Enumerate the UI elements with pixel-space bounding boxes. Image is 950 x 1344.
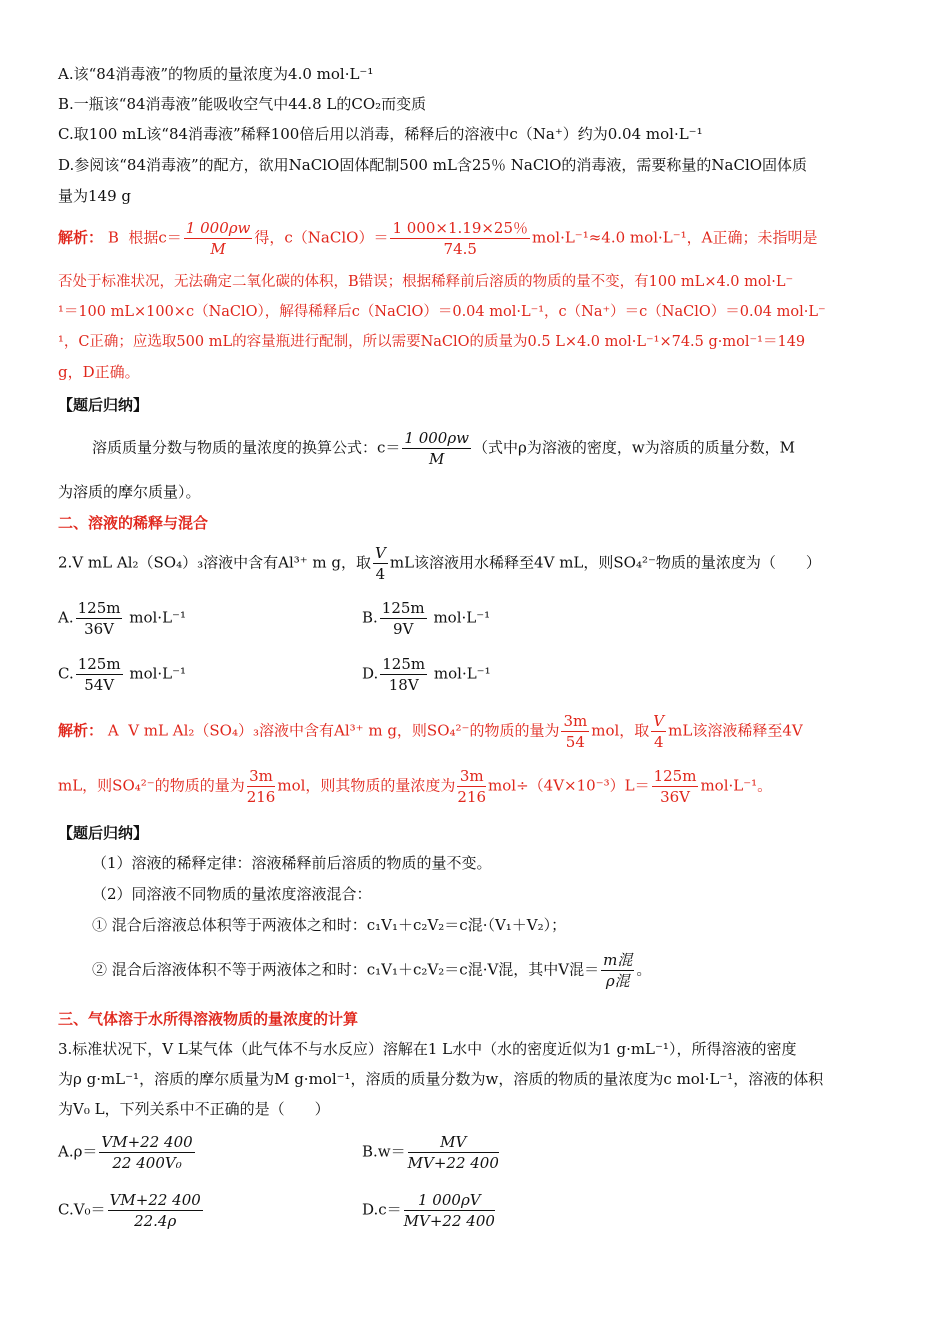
q1-analysis-line3: ¹＝100 mL×100×c（NaClO），解得稀释后c（NaClO）＝0.04 mol·L⁻¹，c（Na⁺）＝c（NaClO）＝0.04 mol·L⁻ xyxy=(58,304,826,320)
q2-option-d xyxy=(362,654,491,695)
summary2-line1: （1）溶液的稀释定律：溶液稀释前后溶质的物质的量不变。 xyxy=(92,854,492,872)
fraction-numerator: m混 xyxy=(603,951,633,969)
fraction-numerator: 1 000ρw xyxy=(185,219,251,237)
q3-option-b xyxy=(362,1132,501,1173)
q3-stem-line1: 3.标准状况下，V L某气体（此气体不与水反应）溶解在1 L水中（水的密度近似为1 g·mL⁻¹），所得溶液的密度 xyxy=(58,1040,797,1058)
fraction-numerator: 1 000×1.19×25％ xyxy=(392,219,529,237)
analysis-text: mol，则其物质的量浓度为 xyxy=(277,776,456,795)
analysis-text: 根据c＝ xyxy=(128,228,182,247)
fraction xyxy=(108,1190,203,1231)
analysis-text: mol，取 xyxy=(591,721,650,740)
fraction-denominator: 54V xyxy=(84,676,115,694)
fraction xyxy=(247,766,276,807)
summary-title: 【题后归纳】 xyxy=(58,824,149,842)
q2-stem-text: mL该溶液用水稀释至4V mL，则SO₄²⁻物质的量浓度为（ ） xyxy=(389,553,821,572)
fraction xyxy=(76,654,123,695)
q2-option-c xyxy=(58,654,186,695)
option-label: C. xyxy=(58,664,74,683)
q1-option-c: C.取100 mL该“84消毒液”稀释100倍后用以消毒，稀释后的溶液中c（Na⁺）约为0.04 mol·L⁻¹ xyxy=(58,125,703,143)
analysis-text: mol÷（4V×10⁻³）L＝ xyxy=(488,776,650,795)
summary1-line2: 为溶质的摩尔质量）。 xyxy=(58,483,201,501)
fraction-numerator: VM+22 400 xyxy=(109,1191,201,1209)
q3-option-d xyxy=(362,1190,497,1231)
fraction xyxy=(408,1132,499,1173)
analysis-text: mL，则SO₄²⁻的物质的量为 xyxy=(58,776,245,795)
summary-text: 溶质质量分数与物质的量浓度的换算公式：c＝ xyxy=(92,438,401,457)
fraction xyxy=(402,428,471,469)
q1-analysis-line2: 否处于标准状况，无法确定二氧化碳的体积，B错误；根据稀释前后溶质的物质的量不变，有100 mL×4.0 mol·L⁻ xyxy=(58,274,794,290)
q3-option-a xyxy=(58,1132,197,1173)
fraction-numerator: MV xyxy=(408,1132,499,1153)
fraction-denominator: 22.4ρ xyxy=(134,1212,177,1230)
fraction xyxy=(373,543,388,584)
fraction-numerator: 125m xyxy=(77,599,121,617)
fraction xyxy=(652,766,699,807)
fraction-denominator: 36V xyxy=(84,620,114,638)
analysis-label: 解析 xyxy=(58,722,89,740)
option-label: D.c＝ xyxy=(362,1200,402,1219)
fraction-denominator: 54 xyxy=(565,733,585,751)
fraction xyxy=(380,654,427,695)
analysis-label: 解析 xyxy=(58,229,89,247)
fraction xyxy=(651,711,666,752)
q1-option-d-line1: D.参阅该“84消毒液”的配方，欲用NaClO固体配制500 mL含25％ NaClO的消毒液，需要称量的NaClO固体质 xyxy=(58,156,808,174)
q1-option-a: A.该“84消毒液”的物质的量浓度为4.0 mol·L⁻¹ xyxy=(58,65,374,83)
fraction-denominator: M xyxy=(210,240,226,258)
fraction-denominator: MV+22 400 xyxy=(403,1212,495,1230)
q3-stem-line3: 为V₀ L，下列关系中不正确的是（ ） xyxy=(58,1100,330,1118)
fraction-denominator: 4 xyxy=(653,733,664,751)
fraction-numerator: 1 000ρw xyxy=(404,429,470,447)
q1-option-b: B.一瓶该“84消毒液”能吸收空气中44.8 L的CO₂而变质 xyxy=(58,95,427,113)
option-label: D. xyxy=(362,664,379,683)
summary-text: ② 混合后溶液体积不等于两液体之和时：c₁V₁＋c₂V₂＝c混·V混，其中V混＝ xyxy=(92,960,600,979)
option-label: B. xyxy=(362,608,378,627)
fraction-numerator: 3m xyxy=(457,766,486,787)
q1-analysis-line4: ¹，C正确；应选取500 mL的容量瓶进行配制，所以需要NaClO的质量为0.5 L×4.0 mol·L⁻¹×74.5 g·mol⁻¹＝149 xyxy=(58,334,806,350)
q2-analysis-line1: 解析： A V mL Al₂（SO₄）₃溶液中含有Al³⁺ m g，则SO₄²⁻的物质的量为 $\frac{3m}{54}$ mol，取 $\frac{V}{4}$ mL该溶液稀释至4V xyxy=(58,712,803,751)
summary2-line2: （2）同溶液不同物质的量浓度溶液混合： xyxy=(92,885,372,903)
option-unit: mol·L⁻¹ xyxy=(129,664,187,683)
fraction xyxy=(457,766,486,807)
option-label: C.V₀＝ xyxy=(58,1200,106,1219)
fraction-denominator: 18V xyxy=(388,676,419,694)
fraction-numerator: V xyxy=(375,544,386,562)
q3-option-c xyxy=(58,1190,205,1231)
fraction-denominator: 74.5 xyxy=(443,240,477,258)
analysis-text: V mL Al₂（SO₄）₃溶液中含有Al³⁺ m g，则SO₄²⁻的物质的量为 xyxy=(128,721,560,740)
fraction xyxy=(76,598,123,639)
fraction-numerator: 125m xyxy=(381,599,425,617)
fraction-numerator: 3m xyxy=(247,766,276,787)
fraction xyxy=(184,218,253,259)
analysis-text: 得，c（NaClO）＝ xyxy=(254,228,389,247)
analysis-text: mL该溶液稀释至4V xyxy=(668,721,803,740)
fraction-numerator: 3m xyxy=(563,712,588,730)
summary2-line4 xyxy=(92,950,900,991)
q1-analysis-line1: 解析： B 根据c＝ $\frac{1 000\rho w}{M}$ 得，c（NaClO）＝ $\frac{1 000\times 1.19\times 25\%}{74.5}$ mol·L⁻¹≈4.0 mol·L⁻¹，A正确；未指明是 xyxy=(58,219,818,258)
q2-stem xyxy=(58,543,900,584)
summary-title: 【题后归纳】 xyxy=(58,396,149,414)
fraction-numerator: 125m xyxy=(77,655,121,673)
fraction-numerator: 1 000ρV xyxy=(404,1190,495,1211)
q1-option-d-line2: 量为149 g xyxy=(58,187,132,205)
fraction-denominator: MV+22 400 xyxy=(407,1154,499,1172)
option-label: A.ρ＝ xyxy=(58,1142,98,1161)
fraction xyxy=(404,1190,495,1231)
q2-option-b xyxy=(362,598,490,639)
option-unit: mol·L⁻¹ xyxy=(433,664,491,683)
fraction-numerator: 125m xyxy=(653,767,697,785)
fraction xyxy=(390,218,530,259)
analysis-answer: A xyxy=(107,721,119,740)
fraction-denominator: 4 xyxy=(375,565,386,583)
fraction-numerator: VM+22 400 xyxy=(101,1133,193,1151)
q3-stem-line2: 为ρ g·mL⁻¹，溶质的摩尔质量为M g·mol⁻¹，溶质的质量分数为w，溶质的物质的量浓度为c mol·L⁻¹，溶液的体积 xyxy=(58,1070,824,1088)
analysis-text: mol·L⁻¹。 xyxy=(700,776,773,795)
q2-analysis-line2 xyxy=(58,766,900,807)
fraction-denominator: 216 xyxy=(457,788,487,806)
fraction xyxy=(380,598,427,639)
fraction-denominator: 36V xyxy=(660,788,690,806)
option-unit: mol·L⁻¹ xyxy=(129,608,186,627)
fraction-numerator: V xyxy=(653,712,665,730)
summary-text: （式中ρ为溶液的密度，w为溶质的质量分数，M xyxy=(473,438,796,457)
fraction-denominator: M xyxy=(429,450,445,468)
option-label: A. xyxy=(58,608,74,627)
fraction xyxy=(601,950,634,991)
analysis-answer: B xyxy=(107,228,119,247)
fraction xyxy=(561,711,589,752)
summary1-formula-line xyxy=(92,428,900,469)
fraction xyxy=(99,1132,194,1173)
fraction-denominator: 9V xyxy=(393,620,414,638)
q2-stem-text: 2.V mL Al₂（SO₄）₃溶液中含有Al³⁺ m g，取 xyxy=(58,553,372,572)
summary-text: 。 xyxy=(636,960,652,979)
summary2-line3: ① 混合后溶液总体积等于两液体之和时：c₁V₁＋c₂V₂＝c混·（V₁＋V₂）； xyxy=(92,916,567,934)
section-heading: 三、气体溶于水所得溶液物质的量浓度的计算 xyxy=(58,1010,359,1028)
fraction-denominator: 216 xyxy=(246,788,276,806)
analysis-text: mol·L⁻¹≈4.0 mol·L⁻¹，A正确；未指明是 xyxy=(532,228,818,247)
option-unit: mol·L⁻¹ xyxy=(433,608,491,627)
q1-analysis-line5: g，D正确。 xyxy=(58,363,140,381)
section-heading: 二、溶液的稀释与混合 xyxy=(58,514,209,532)
fraction-denominator: 22 400V₀ xyxy=(112,1154,182,1172)
q2-option-a xyxy=(58,598,186,639)
option-label: B.w＝ xyxy=(362,1142,406,1161)
fraction-denominator: ρ混 xyxy=(605,972,630,990)
fraction-numerator: 125m xyxy=(382,655,426,673)
